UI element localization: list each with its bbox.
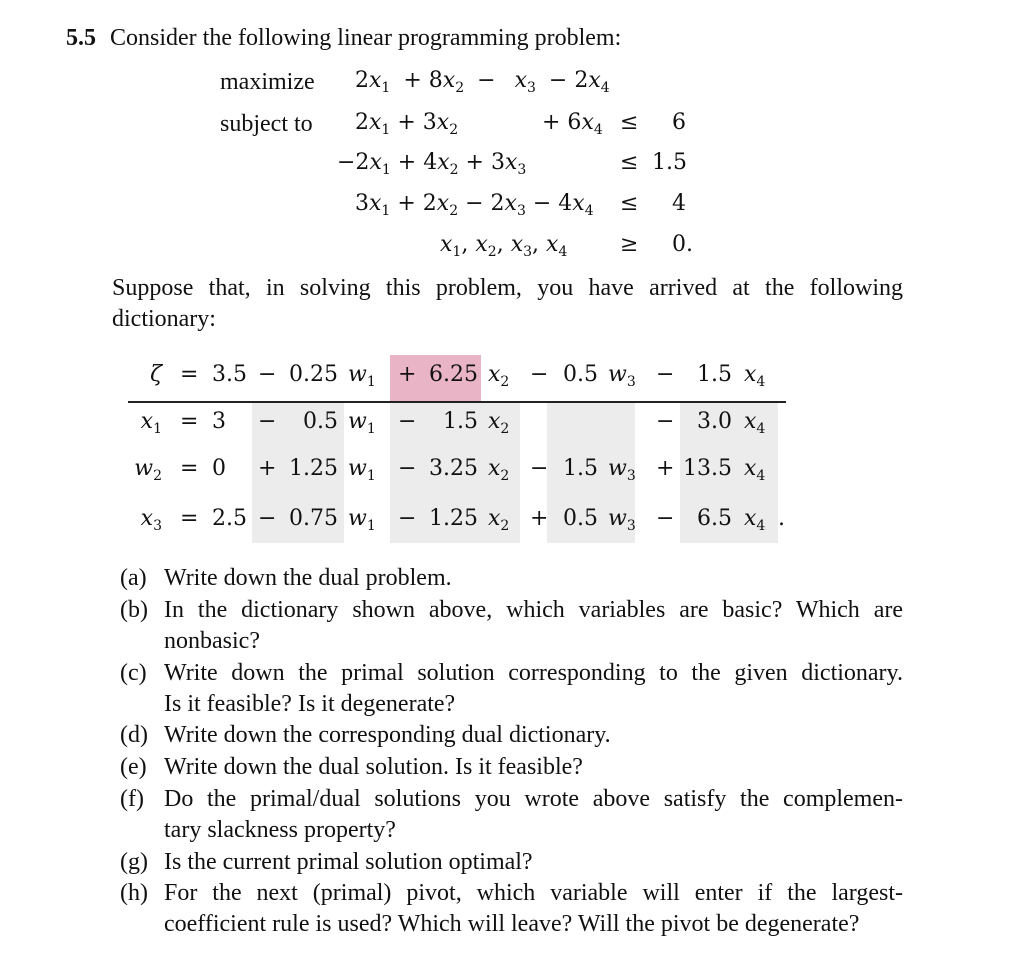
dictionary-equals: =	[180, 506, 199, 531]
dictionary-variable: $x_4$	[744, 409, 766, 437]
nonnegativity-relation: ≥	[620, 232, 639, 257]
dictionary-coefficient: 1.5	[563, 456, 598, 481]
dictionary-variable: $w_3$	[608, 456, 636, 484]
question-text-line: Write down the primal solution corresponding to the given dictionary.	[164, 660, 903, 686]
dictionary-coefficient: 0.25	[289, 362, 338, 387]
dictionary-variable: $w_1$	[348, 362, 376, 390]
dictionary-sign: −	[258, 362, 277, 387]
nonnegativity-rhs: 0.	[672, 232, 693, 257]
dictionary-coefficient: 0.5	[563, 362, 598, 387]
dictionary-sign: +	[530, 506, 549, 531]
dictionary-sign: −	[656, 362, 675, 387]
question-label: (h)	[120, 880, 148, 906]
dictionary-sign: −	[398, 506, 417, 531]
dictionary-sign: −	[398, 456, 417, 481]
dictionary-sign: +	[258, 456, 277, 481]
dictionary-coefficient: 0.75	[289, 506, 338, 531]
dictionary-coefficient: 3.25	[429, 456, 478, 481]
question-label: (d)	[120, 722, 148, 748]
dictionary-final-period: .	[778, 506, 785, 531]
constraint-1-lhs-tail: + $6x_4$	[542, 110, 603, 138]
subject-to-label: subject to	[220, 111, 313, 137]
constraint-1-rhs: 6	[672, 110, 686, 135]
nonnegativity-lhs: $x_1$, $x_2$, $x_3$, $x_4$	[440, 232, 568, 260]
dictionary-equals: =	[180, 362, 199, 387]
objective-term: $x_3$	[514, 68, 536, 96]
question-text-line: Write down the corresponding dual dictionary.	[164, 722, 611, 748]
lhs-variable: x	[140, 409, 154, 434]
objective-term: + $8x_2$	[403, 68, 465, 96]
suppose-line-1: Suppose that, in solving this problem, you have arrived at the following	[112, 275, 903, 301]
dictionary-constant: 3	[212, 409, 226, 434]
dictionary-sign: −	[530, 362, 549, 387]
dictionary-rule	[128, 401, 786, 403]
constraint-2-lhs: $-2x_1 + 4x_2 + 3x_3$	[337, 150, 527, 178]
constraint-3-rhs: 4	[672, 191, 686, 216]
question-text-line: In the dictionary shown above, which variables are basic? Which are	[164, 597, 903, 623]
dictionary-variable: $w_1$	[348, 409, 376, 437]
lhs-subscript: 2	[153, 468, 162, 484]
question-text-line: nonbasic?	[164, 628, 260, 654]
dictionary-coefficient: 6.25	[429, 362, 478, 387]
problem-intro: Consider the following linear programming problem:	[110, 25, 622, 51]
dictionary-sign: +	[656, 456, 675, 481]
dictionary-coefficient: 0.5	[303, 409, 338, 434]
dictionary-sign: −	[656, 506, 675, 531]
question-text-line: Write down the dual problem.	[164, 565, 452, 591]
dictionary-sign: +	[398, 362, 417, 387]
dictionary-constant: 3.5	[212, 362, 247, 387]
dictionary-variable: $x_2$	[488, 456, 510, 484]
lhs-subscript: 1	[153, 421, 162, 437]
question-text-line: Is it feasible? Is it degenerate?	[164, 691, 456, 717]
question-text-line: Do the primal/dual solutions you wrote above satisfy the complemen-	[164, 786, 903, 812]
dictionary-variable: $x_2$	[488, 362, 510, 390]
question-label: (a)	[120, 565, 147, 591]
question-text-line: coefficient rule is used? Which will leave? Will the pivot be degenerate?	[164, 911, 860, 937]
objective-term: − $2x_4$	[548, 68, 610, 96]
dictionary-coefficient: 1.25	[289, 456, 338, 481]
question-label: (f)	[120, 786, 144, 812]
question-text-line: Is the current primal solution optimal?	[164, 849, 533, 875]
constraint-2-relation: ≤	[620, 150, 639, 175]
dictionary-constant: 2.5	[212, 506, 247, 531]
constraint-1-relation: ≤	[620, 110, 639, 135]
suppose-line-2: dictionary:	[112, 306, 216, 332]
dictionary-coefficient: 1.5	[697, 362, 732, 387]
dictionary-equals: =	[180, 456, 199, 481]
lhs-variable: ζ	[150, 362, 162, 387]
question-label: (g)	[120, 849, 148, 875]
dictionary-sign: −	[530, 456, 549, 481]
dictionary-variable: $x_4$	[744, 456, 766, 484]
objective-expression	[355, 68, 610, 96]
dictionary-constant: 0	[212, 456, 226, 481]
dictionary-coefficient: 1.5	[443, 409, 478, 434]
question-text-line: tary slackness property?	[164, 817, 396, 843]
constraint-2-rhs: 1.5	[652, 150, 687, 175]
question-label: (e)	[120, 754, 147, 780]
dictionary-coefficient: 0.5	[563, 506, 598, 531]
dictionary-variable: $w_1$	[348, 456, 376, 484]
dictionary-variable: $w_3$	[608, 362, 636, 390]
constraint-3-relation: ≤	[620, 191, 639, 216]
dictionary-variable: $x_4$	[744, 362, 766, 390]
dictionary-sign: −	[258, 506, 277, 531]
dictionary-row-lhs	[82, 409, 162, 442]
question-label: (c)	[120, 660, 147, 686]
dictionary-row-lhs	[82, 456, 162, 489]
lhs-variable: w	[134, 456, 154, 481]
dictionary-variable: $x_2$	[488, 506, 510, 534]
question-label: (b)	[120, 597, 148, 623]
objective-term: −	[477, 68, 503, 93]
lhs-variable: x	[140, 506, 154, 531]
question-text-line: Write down the dual solution. Is it feasible?	[164, 754, 583, 780]
maximize-label: maximize	[220, 69, 315, 95]
constraint-3-lhs: $3x_1 + 2x_2 - 2x_3 - 4x_4$	[355, 191, 594, 219]
dictionary-sign: −	[656, 409, 675, 434]
dictionary-variable: $x_4$	[744, 506, 766, 534]
dictionary-sign: −	[258, 409, 277, 434]
dictionary-variable: $w_1$	[348, 506, 376, 534]
dictionary-coefficient: 3.0	[697, 409, 732, 434]
dictionary-coefficient: 13.5	[683, 456, 732, 481]
dictionary-row-lhs	[82, 362, 162, 388]
dictionary-row-lhs	[82, 506, 162, 539]
dictionary-sign: −	[398, 409, 417, 434]
question-text-line: For the next (primal) pivot, which variable will enter if the largest-	[164, 880, 903, 906]
objective-term: $2x_1$	[355, 68, 391, 96]
problem-number: 5.5	[66, 25, 96, 51]
dictionary-variable: $w_3$	[608, 506, 636, 534]
dictionary-coefficient: 6.5	[697, 506, 732, 531]
dictionary-equals: =	[180, 409, 199, 434]
dictionary-coefficient: 1.25	[429, 506, 478, 531]
problem-heading	[66, 24, 621, 52]
dictionary-variable: $x_2$	[488, 409, 510, 437]
constraint-1-lhs: $2x_1 + 3x_2$	[355, 110, 459, 138]
lhs-subscript: 3	[153, 518, 162, 534]
